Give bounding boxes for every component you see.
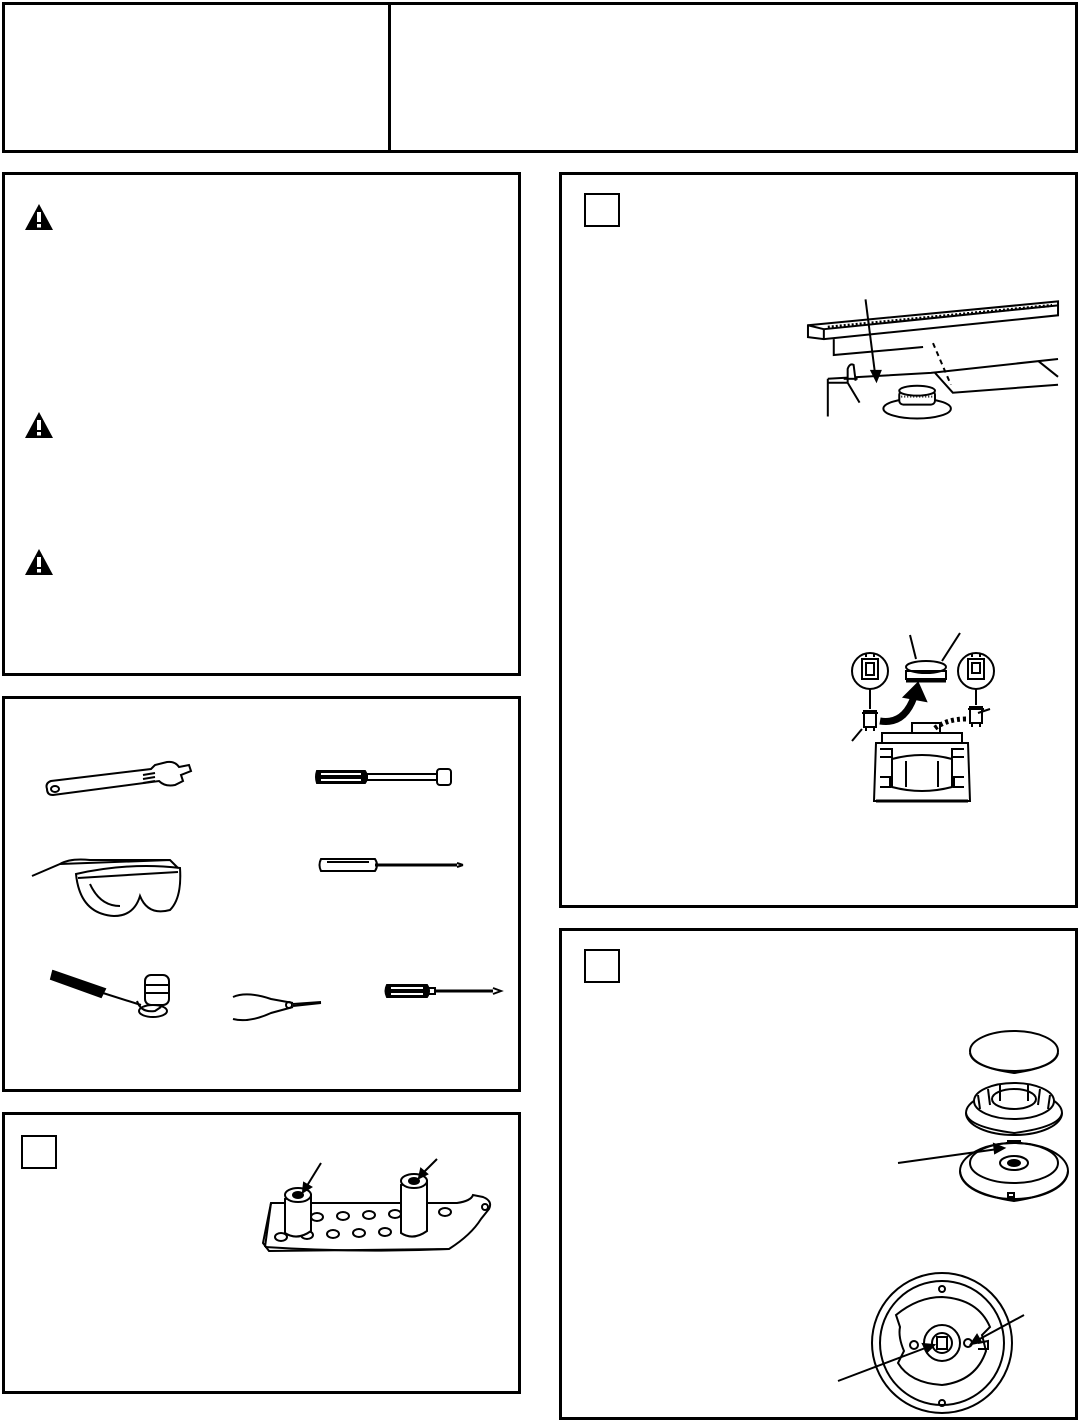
header-left-box bbox=[2, 2, 391, 153]
right-top-step-panel bbox=[559, 172, 1078, 908]
header-right-box bbox=[388, 2, 1078, 153]
needle-nose-pliers-icon bbox=[227, 989, 327, 1025]
warning-triangle-icon bbox=[24, 548, 54, 576]
burner-base-top-view-illustration bbox=[838, 1271, 1028, 1421]
step-number-badge bbox=[584, 193, 620, 227]
step-number-badge bbox=[584, 949, 620, 983]
safety-glasses-icon bbox=[30, 854, 190, 924]
warning-triangle-icon bbox=[24, 411, 54, 439]
orifice-holder-illustration bbox=[257, 1159, 507, 1259]
burner-orifice-swap-illustration bbox=[842, 631, 1012, 811]
tools-panel bbox=[2, 696, 521, 1092]
phillips-screwdriver-icon bbox=[383, 981, 503, 1001]
cooktop-trim-removal-illustration bbox=[804, 293, 1062, 415]
left-step-panel bbox=[2, 1112, 521, 1394]
adjustable-wrench-icon bbox=[43, 759, 193, 799]
warning-triangle-icon bbox=[24, 203, 54, 231]
nut-driver-icon bbox=[313, 765, 453, 789]
ratchet-wrench-icon bbox=[49, 961, 179, 1021]
right-bottom-step-panel bbox=[559, 928, 1078, 1420]
step-number-badge bbox=[21, 1135, 57, 1169]
burner-assembly-exploded-illustration bbox=[896, 1029, 1076, 1204]
flat-screwdriver-icon bbox=[317, 855, 467, 875]
warnings-panel bbox=[2, 172, 521, 676]
